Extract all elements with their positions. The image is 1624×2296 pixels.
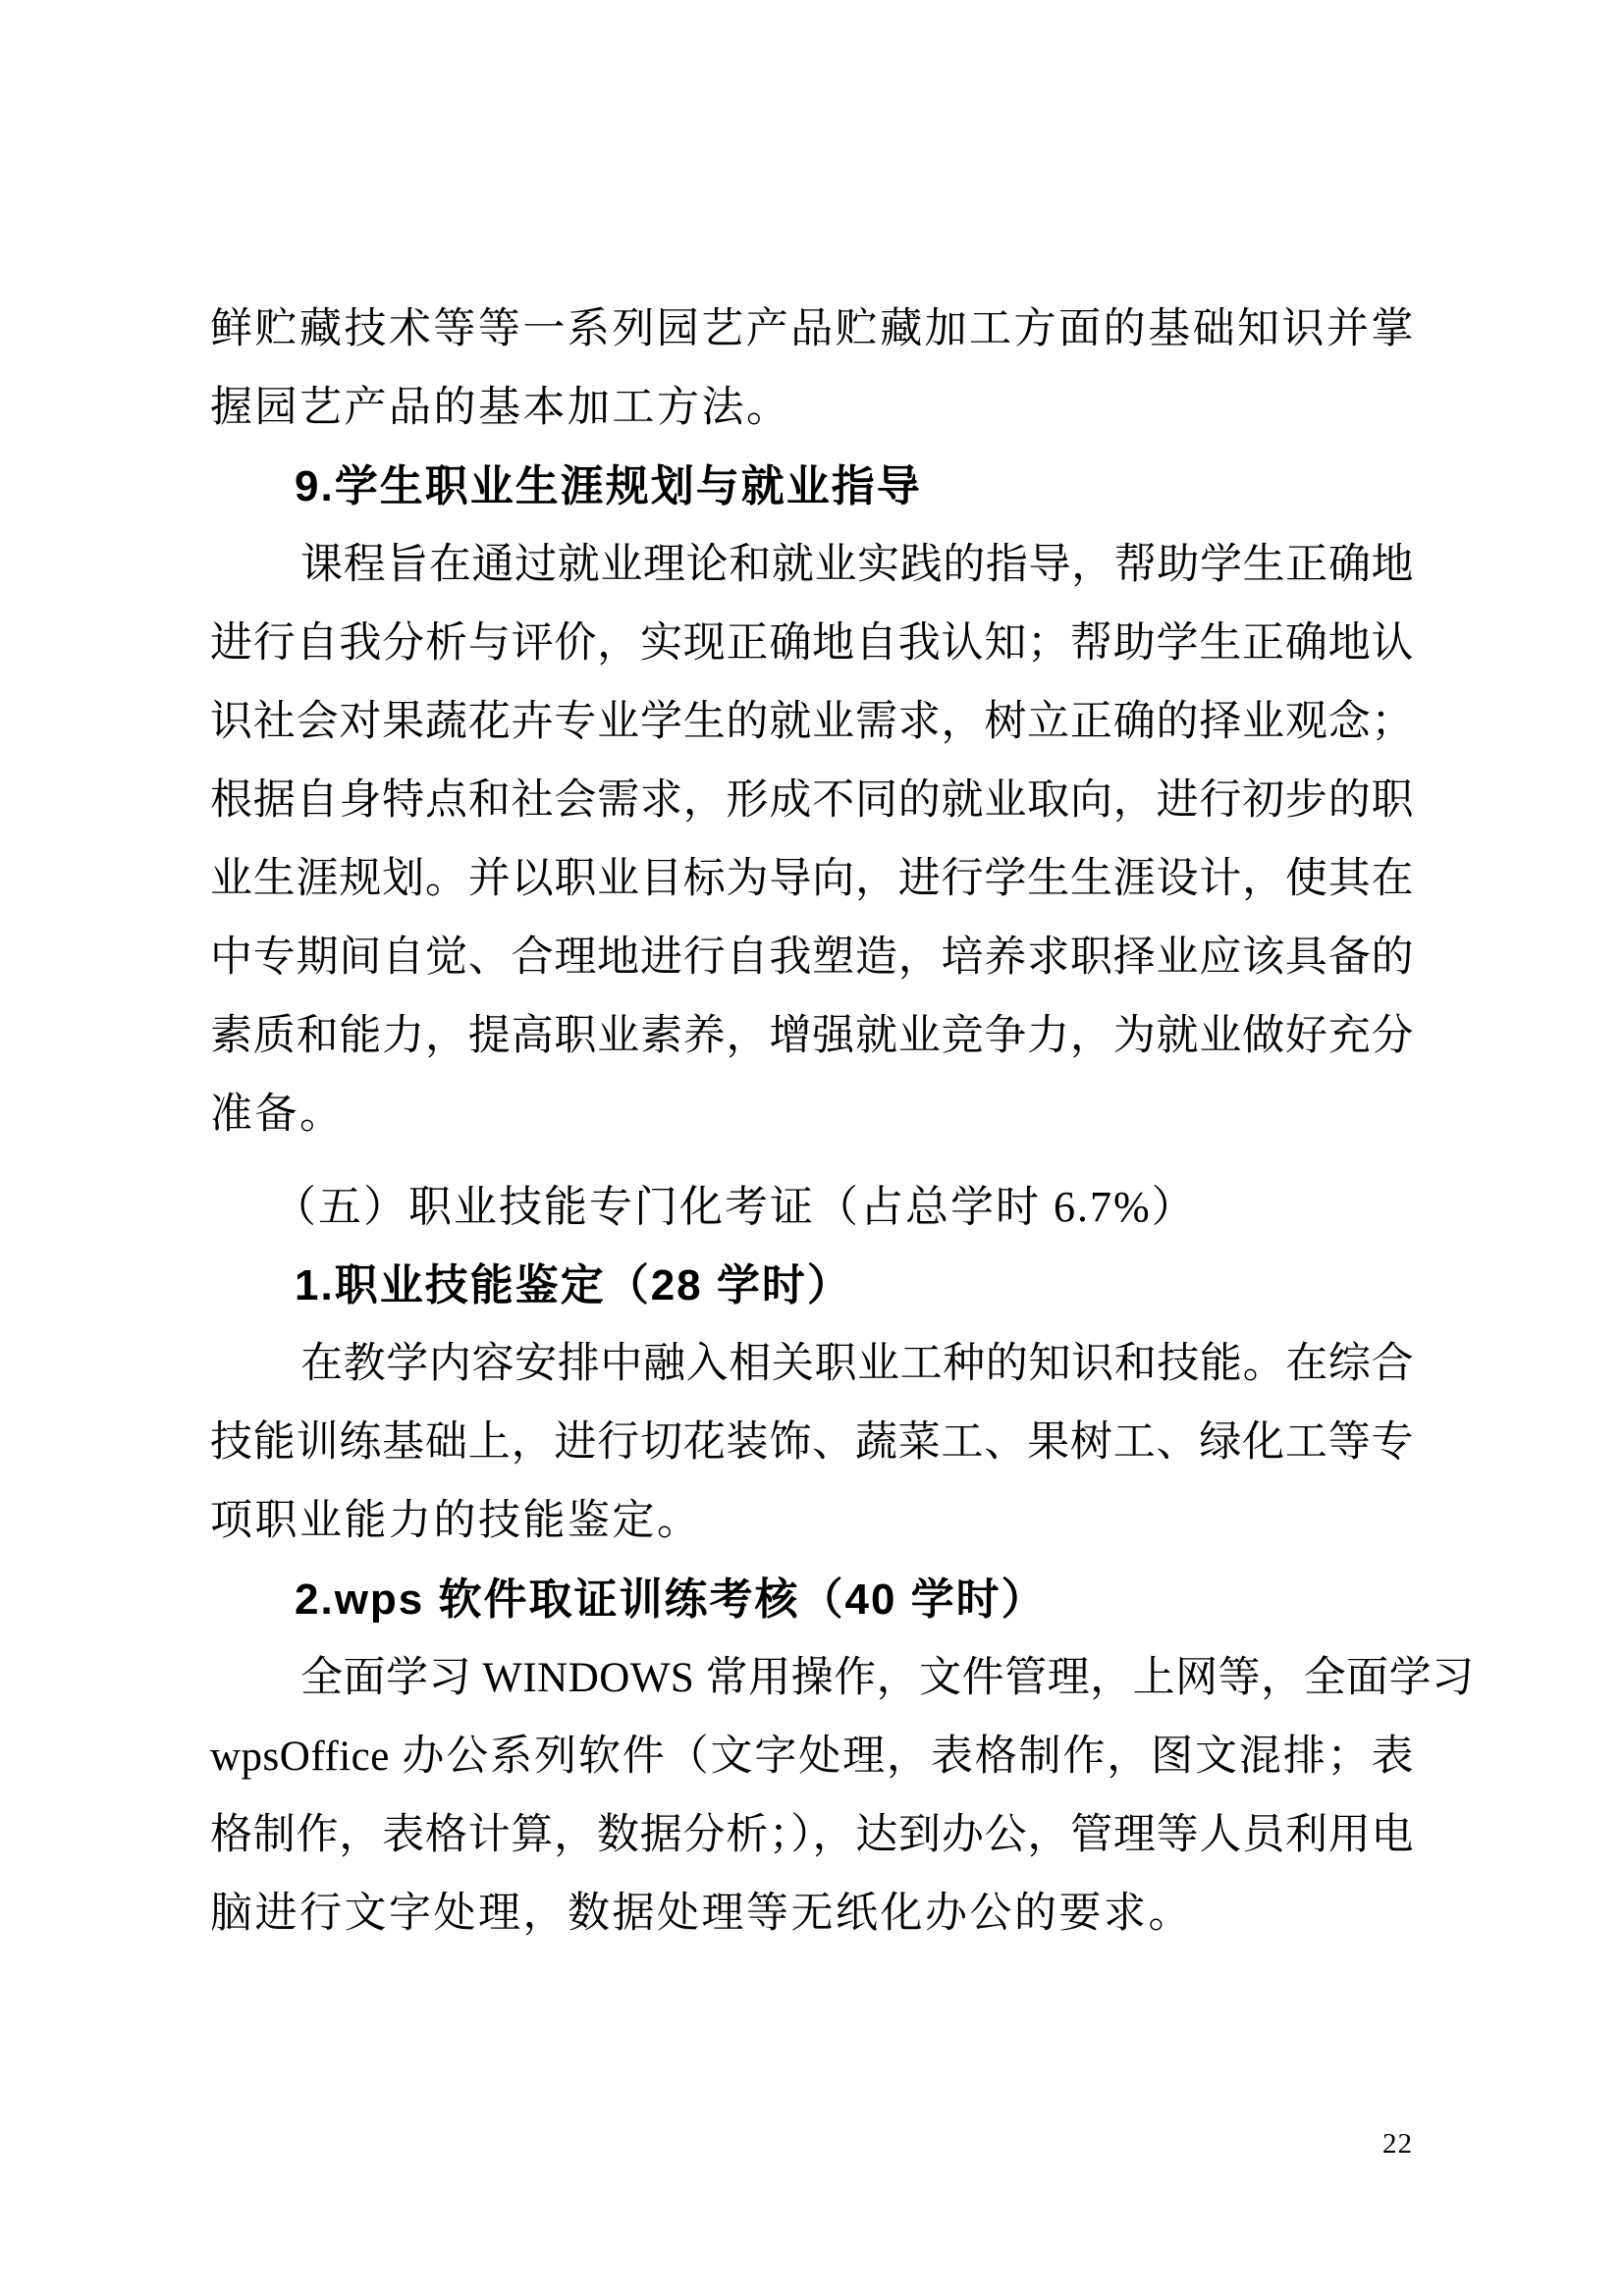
heading-career-guidance-9: 9.学生职业生涯规划与就业指导 bbox=[295, 462, 922, 510]
paragraph-line: 格制作，表格计算，数据分析；），达到办公，管理等人员利用电 bbox=[210, 1812, 1414, 1858]
heading-skill-appraisal-1: 1.职业技能鉴定（28 学时） bbox=[295, 1261, 852, 1309]
paragraph-line: 握园艺产品的基本加工方法。 bbox=[210, 385, 791, 431]
paragraph-line: 课程旨在通过就业理论和就业实践的指导，帮助学生正确地 bbox=[300, 542, 1414, 588]
paragraph-line: 根据自身特点和社会需求，形成不同的就业取向，进行初步的职 bbox=[210, 777, 1414, 824]
paragraph-line: 识社会对果蔬花卉专业学生的就业需求，树立正确的择业观念； bbox=[210, 699, 1414, 745]
paragraph-line: 在教学内容安排中融入相关职业工种的知识和技能。在综合 bbox=[300, 1341, 1414, 1387]
paragraph-line: 脑进行文字处理，数据处理等无纸化办公的要求。 bbox=[210, 1891, 1193, 1937]
page-number: 22 bbox=[1382, 2128, 1413, 2160]
paragraph-line: 准备。 bbox=[210, 1092, 345, 1138]
paragraph-line: 鲜贮藏技术等等一系列园艺产品贮藏加工方面的基础知识并掌 bbox=[210, 306, 1414, 352]
paragraph-line: 业生涯规划。并以职业目标为导向，进行学生生涯设计，使其在 bbox=[210, 856, 1414, 902]
paragraph-line: 素质和能力，提高职业素养，增强就业竞争力，为就业做好充分 bbox=[210, 1013, 1414, 1059]
paragraph-line: 技能训练基础上，进行切花装饰、蔬菜工、果树工、绿化工等专 bbox=[210, 1419, 1414, 1466]
section-heading-five: （五）职业技能专门化考证（占总学时 6.7%） bbox=[273, 1183, 1197, 1231]
paragraph-line: 项职业能力的技能鉴定。 bbox=[210, 1498, 702, 1544]
heading-wps-training-2: 2.wps 软件取证训练考核（40 学时） bbox=[295, 1575, 1047, 1624]
paragraph-line: 进行自我分析与评价，实现正确地自我认知；帮助学生正确地认 bbox=[210, 620, 1414, 667]
paragraph-line: 全面学习 WINDOWS 常用操作，文件管理，上网等，全面学习 bbox=[300, 1655, 1475, 1701]
paragraph-line: 中专期间自觉、合理地进行自我塑造，培养求职择业应该具备的 bbox=[210, 934, 1414, 981]
document-body bbox=[210, 291, 1475, 1953]
paragraph-line: wpsOffice 办公系列软件（文字处理，表格制作，图文混排；表 bbox=[210, 1734, 1414, 1780]
